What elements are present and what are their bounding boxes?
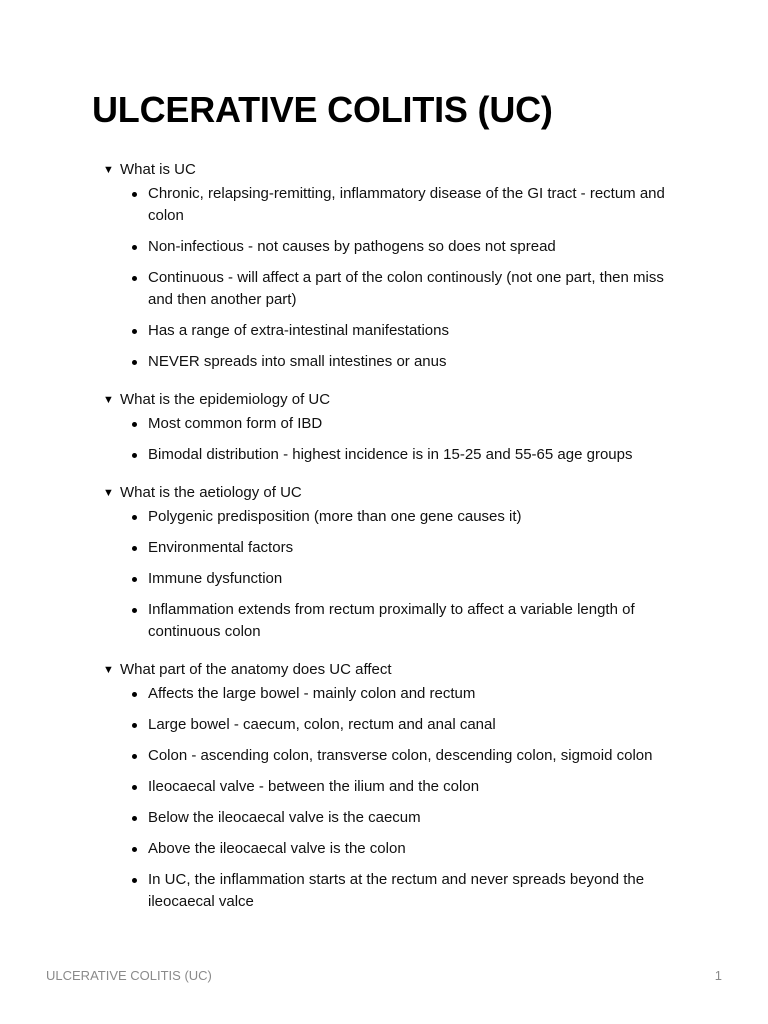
toggle-heading: What is UC <box>120 160 196 178</box>
toggle-header[interactable] <box>103 386 683 413</box>
toggle-section <box>103 656 683 926</box>
list-item: NEVER spreads into small intestines or anus <box>103 351 673 373</box>
bullet-list <box>103 506 683 656</box>
list-item: Polygenic predisposition (more than one gene causes it) <box>103 506 673 528</box>
triangle-down-icon[interactable]: ▼ <box>103 663 114 676</box>
toggle-header[interactable] <box>103 156 683 183</box>
list-item: Large bowel - caecum, colon, rectum and anal canal <box>103 714 673 736</box>
triangle-down-icon[interactable]: ▼ <box>103 486 114 499</box>
list-item: Non-infectious - not causes by pathogens so does not spread <box>103 236 673 258</box>
toggle-section <box>103 156 683 386</box>
list-item: Environmental factors <box>103 537 673 559</box>
bullet-list <box>103 683 683 926</box>
page-number: 1 <box>714 968 722 983</box>
bullet-list <box>103 183 683 386</box>
list-item: Below the ileocaecal valve is the caecum <box>103 807 673 829</box>
list-item: In UC, the inflammation starts at the rectum and never spreads beyond the ileocaecal valce <box>103 869 673 913</box>
list-item: Most common form of IBD <box>103 413 673 435</box>
toggle-section <box>103 479 683 656</box>
list-item: Bimodal distribution - highest incidence is in 15-25 and 55-65 age groups <box>103 444 673 466</box>
toggle-section <box>103 386 683 479</box>
list-item: Above the ileocaecal valve is the colon <box>103 838 673 860</box>
list-item: Has a range of extra-intestinal manifestations <box>103 320 673 342</box>
bullet-list <box>103 413 683 479</box>
list-item: Inflammation extends from rectum proximally to affect a variable length of continuous colon <box>103 599 673 643</box>
list-item: Chronic, relapsing-remitting, inflammatory disease of the GI tract - rectum and colon <box>103 183 673 227</box>
list-item: Continuous - will affect a part of the colon continously (not one part, then miss and then another part) <box>103 267 673 311</box>
toggle-heading: What is the aetiology of UC <box>120 483 302 501</box>
list-item: Immune dysfunction <box>103 568 673 590</box>
document-body <box>103 156 683 926</box>
toggle-heading: What is the epidemiology of UC <box>120 390 331 408</box>
triangle-down-icon[interactable]: ▼ <box>103 393 114 406</box>
toggle-header[interactable] <box>103 656 683 683</box>
toggle-header[interactable] <box>103 479 683 506</box>
page-title: ULCERATIVE COLITIS (UC) <box>92 89 553 130</box>
footer-title: ULCERATIVE COLITIS (UC) <box>46 968 212 983</box>
list-item: Affects the large bowel - mainly colon and rectum <box>103 683 673 705</box>
list-item: Colon - ascending colon, transverse colon, descending colon, sigmoid colon <box>103 745 673 767</box>
triangle-down-icon[interactable]: ▼ <box>103 163 114 176</box>
toggle-heading: What part of the anatomy does UC affect <box>120 660 392 678</box>
list-item: Ileocaecal valve - between the ilium and the colon <box>103 776 673 798</box>
